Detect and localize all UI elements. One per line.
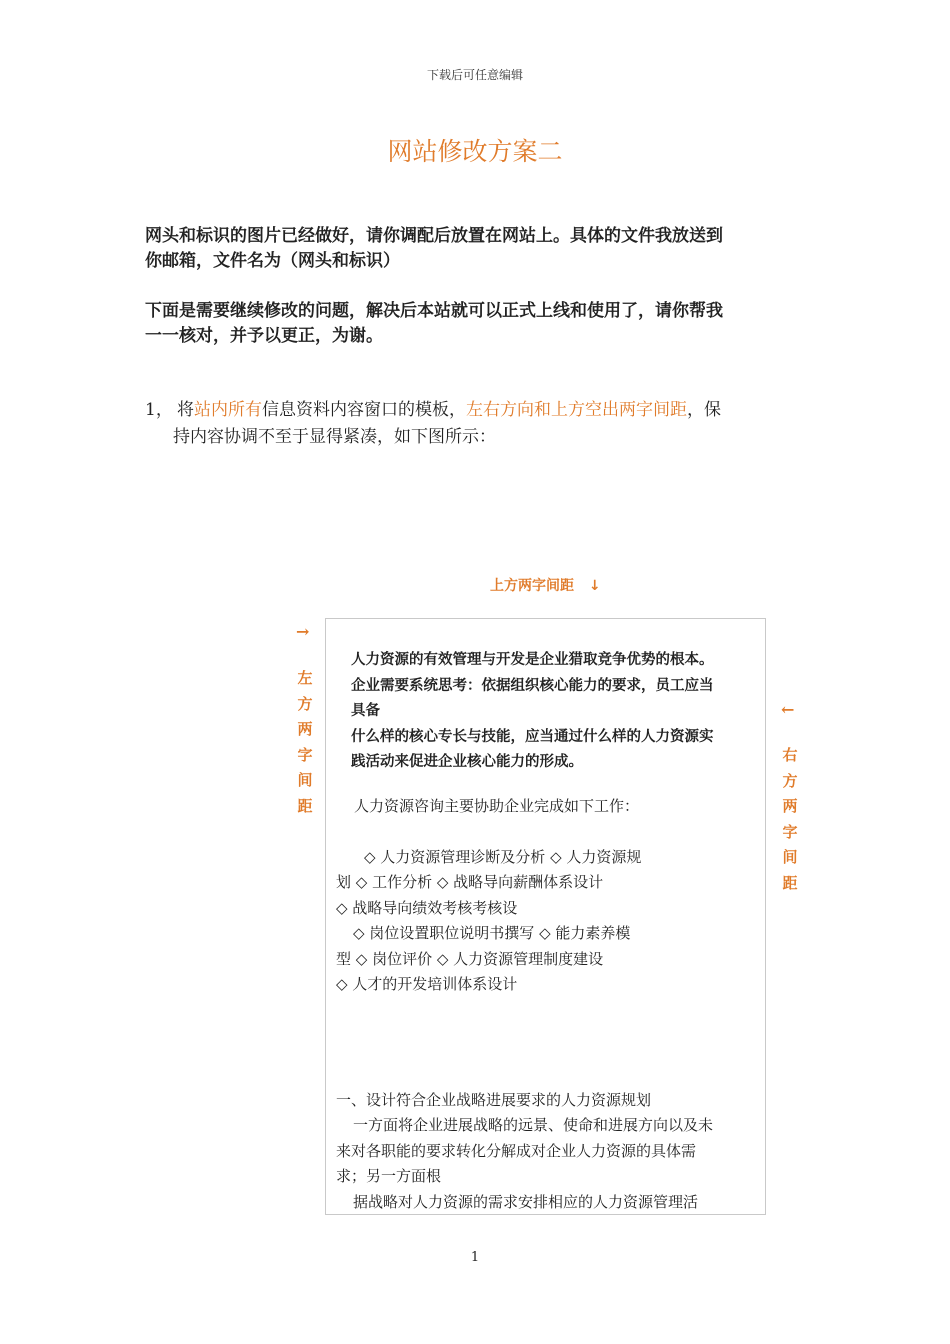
header-note: 下载后可任意编辑 [426,68,523,82]
frame-line: 一、设计符合企业战略进展要求的人力资源规划 [336,1091,652,1109]
right-spacing-label [780,743,800,896]
frame-line: 一方面将企业进展战略的远景、使命和进展方向以及未 [353,1116,714,1134]
label-char: 字 [297,745,313,764]
frame-line: 企业需要系统思考：依据组织核心能力的要求，员工应当 [351,678,714,694]
label-char: 距 [782,873,798,892]
label-char: 两 [782,797,798,815]
paragraph-1 [145,224,815,274]
label-char: 左 [297,669,313,687]
content-window-frame [325,618,766,1215]
frame-line: 什么样的核心专长与技能，应当通过什么样的人力资源实 [351,729,714,745]
frame-line: 来对各职能的要求转化分解成对企业人力资源的具体需 [336,1142,697,1160]
label-char: 间 [782,848,798,866]
frame-line: ◇ 人力资源管理诊断及分析 ◇ 人力资源规 [364,848,642,866]
frame-line: 求；另一方面根 [336,1167,442,1185]
label-char: 两 [297,720,313,738]
label-char: 间 [297,771,313,789]
left-arrow-icon: ← [781,700,795,719]
frame-line: 具备 [351,703,380,719]
frame-line: 型 ◇ 岗位评价 ◇ 人力资源管理制度建设 [336,950,604,968]
label-char: 字 [782,822,798,841]
left-spacing-label [295,666,315,819]
list-item-number: 1， [145,400,173,420]
document-title: 网站修改方案二 [387,137,563,166]
item-text-b: 信息资料内容窗口的模板， [262,400,466,420]
frame-line: 据战略对人力资源的需求安排相应的人力资源管理活 [353,1193,699,1211]
frame-line: 人力资源咨询主要协助企业完成如下工作： [354,797,640,815]
paragraph-2-line-2: 一一核对，并予以更正，为谢。 [145,326,383,346]
item-highlight-b: 左右方向和上方空出两字间距 [466,400,687,420]
paragraph-2-line-1: 下面是需要继续修改的问题，解决后本站就可以正式上线和使用了，请你帮我 [145,301,723,321]
frame-line: ◇ 岗位设置职位说明书撰写 ◇ 能力素养模 [353,924,631,942]
item-highlight-a: 站内所有 [194,400,262,420]
item-line-2: 持内容协调不至于显得紧凑，如下图所示： [173,427,496,447]
top-spacing-text: 上方两字间距 [490,578,574,594]
right-arrow-icon: → [296,622,310,641]
frame-line: ◇ 战略导向绩效考核考核设 [336,899,518,917]
paragraph-2 [145,299,815,349]
item-text-a: 将 [177,400,194,420]
frame-line: 践活动来促进企业核心能力的形成。 [351,754,583,770]
label-char: 距 [297,796,313,815]
list-item-1 [145,397,815,451]
label-char: 方 [782,771,798,790]
down-arrow-icon: ↓ [588,578,601,594]
page-number: 1 [470,1250,480,1265]
label-char: 右 [782,746,798,764]
frame-line: 人力资源的有效管理与开发是企业猎取竞争优势的根本。 [351,652,714,668]
frame-line: ◇ 人才的开发培训体系设计 [336,975,518,993]
label-char: 方 [297,694,313,713]
paragraph-1-line-1: 网头和标识的图片已经做好，请你调配后放置在网站上。具体的文件我放送到 [145,226,723,246]
item-text-c: ，保 [687,400,721,420]
paragraph-1-line-2: 你邮箱，文件名为（网头和标识） [145,251,400,271]
frame-line: 划 ◇ 工作分析 ◇ 战略导向薪酬体系设计 [336,873,604,891]
top-spacing-label [490,575,601,595]
